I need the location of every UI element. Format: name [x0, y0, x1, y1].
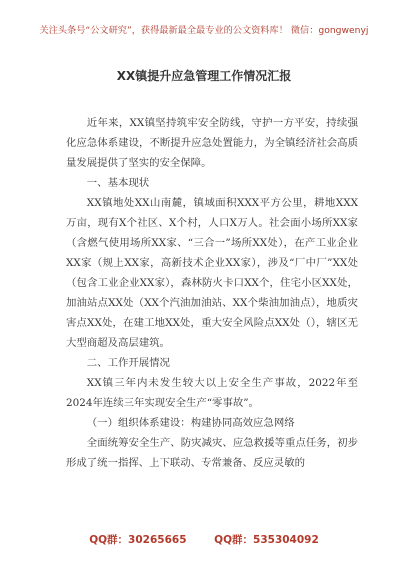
- safety-record-paragraph: XX镇三年内未发生较大以上安全生产事故，2022年至2024年连续三年实现安全生产“零事故”。: [66, 377, 358, 409]
- footer-qq-group-1: QQ群：30265665: [89, 534, 187, 546]
- footer-qq-group-2: QQ群：535304092: [214, 534, 319, 546]
- document-body: [66, 113, 358, 473]
- section-heading-basic-status: 一、基本现状: [86, 177, 150, 189]
- section-heading-work-progress: 二、工作开展情况: [86, 357, 170, 369]
- organization-paragraph: 全面统筹安全生产、防灾减灾、应急救援等重点任务，初步形成了统一指挥、上下联动、专常兼备、反应灵敏的: [66, 437, 358, 469]
- footer-contact: [0, 532, 408, 547]
- basic-status-paragraph: XX镇地处XX山南麓，镇域面积XXX平方公里，耕地XXX万亩，现有X个社区、X个村，人口X万人。社会面小场所XX家（含燃气使用场所XX家、“三合一”场所XX处），在产工业企业XX家（规上XX家，高新技术企业XX家），涉及“厂中厂”XX处（包含工业企业XX家），森林防火卡口XX个，住宅小区XX处，加油站点XX处（XX个汽油加油站、XX个柴油加油点），地质灾害点XX处，在建工地XX处，重大安全风险点XX处（），辖区无大型商超及高层建筑。: [66, 197, 358, 349]
- document-title: XX镇提升应急管理工作情况汇报: [116, 69, 292, 83]
- top-banner: 关注头条号“公文研究”，获得最新最全最专业的公文资料库！ 微信：gongwenyj: [39, 25, 369, 36]
- subsection-heading-organization: （一）组织体系建设：构建协同高效应急网络: [86, 417, 295, 429]
- intro-paragraph: 近年来，XX镇坚持筑牢安全防线，守护一方平安，持续强化应急体系建设，不断提升应急处置能力，为全镇经济社会高质量发展提供了坚实的安全保障。: [66, 117, 358, 169]
